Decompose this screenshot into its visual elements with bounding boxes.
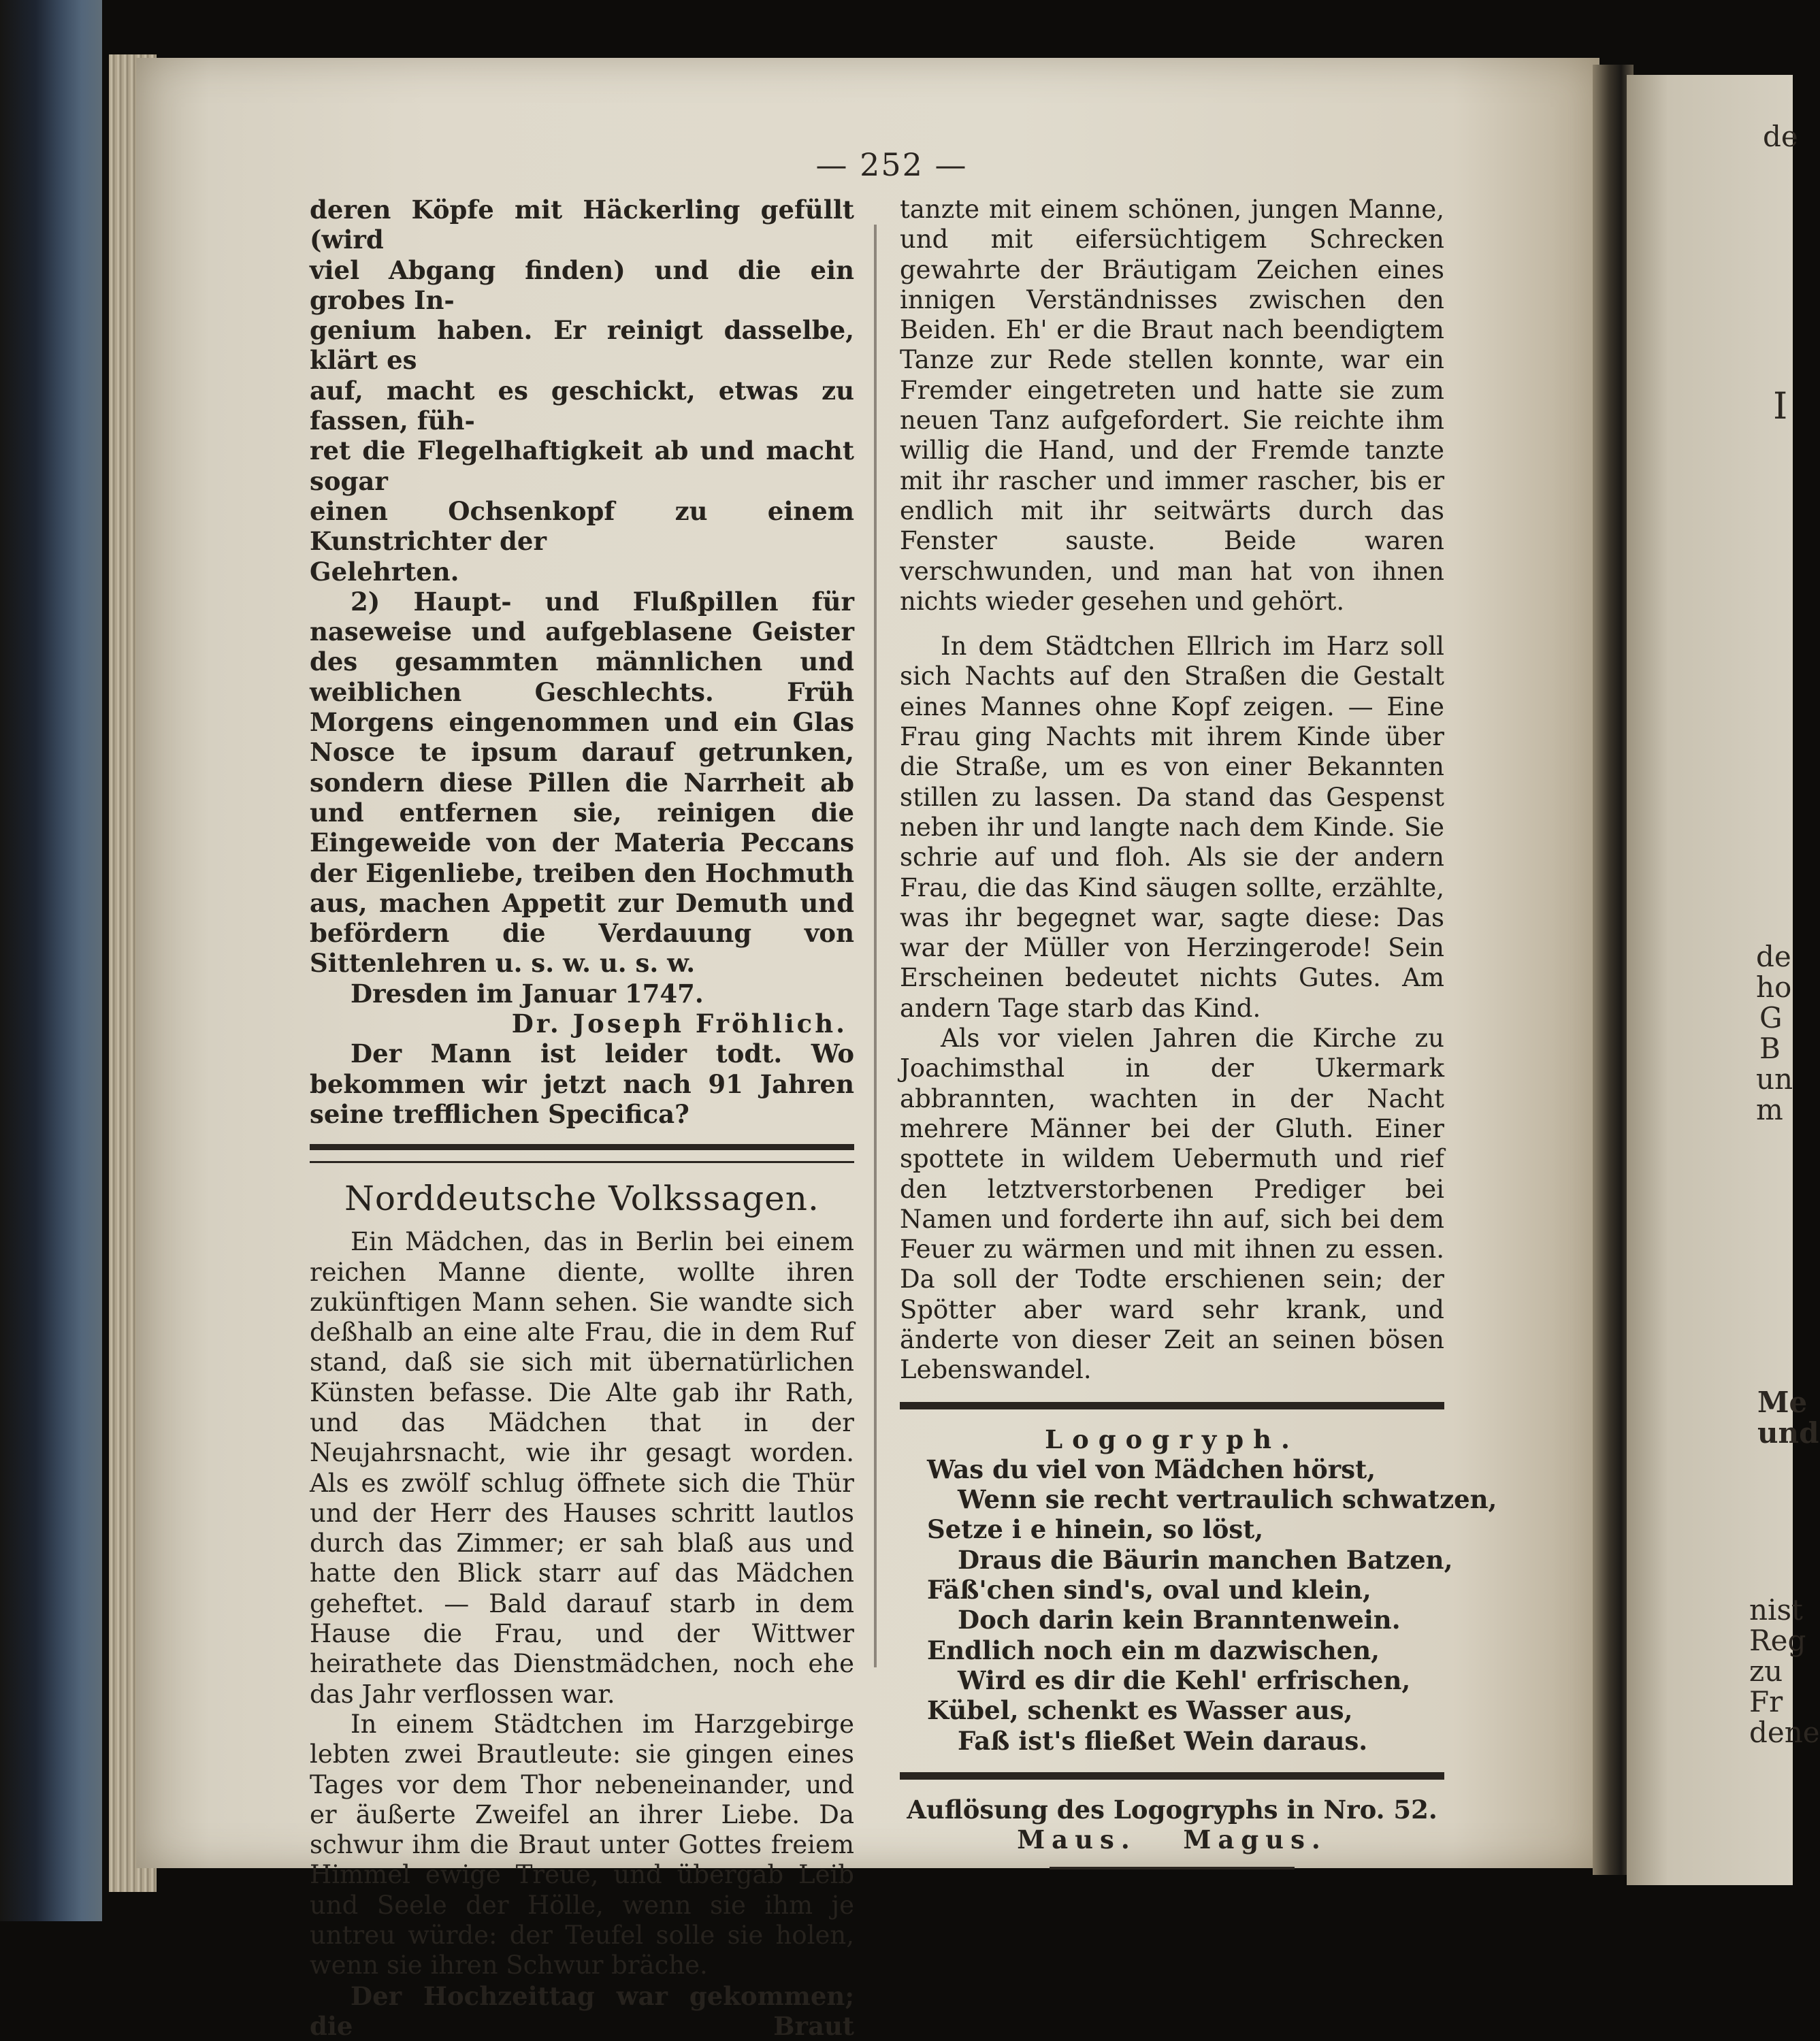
- dateline: Dresden im Januar 1747.: [351, 978, 704, 1009]
- facing-fragment: ho: [1756, 970, 1792, 1004]
- riddle-line: Draus die Bäurin manchen Batzen,: [958, 1544, 1453, 1575]
- facing-fragment: B: [1759, 1032, 1781, 1065]
- riddle-line: Wenn sie recht vertraulich schwatzen,: [958, 1484, 1497, 1515]
- riddle-line: Setze i e hinein, so löst,: [927, 1514, 1264, 1545]
- tale-2: In einem Städtchen im Harzgebirge lebten zwei Brautleute: sie gingen eines Tages vor dem Thor nebeneinander, und er äußerte Zweifel an ihrer Liebe. Da schwur ihm die Braut unter Gottes freiem Himmel ewige Treue, und übergab Leib und Seele der Hölle, wenn sie ihm je untreu würde: der Teufel solle sie holen, wenn sie ihren Schwur bräche.: [310, 1709, 854, 1980]
- section-rule: [310, 1144, 854, 1163]
- solution-line: Auflösung des Logogryphs in Nro. 52.: [907, 1794, 1437, 1825]
- riddle-line: Endlich noch ein m dazwischen,: [927, 1635, 1380, 1665]
- cont-line: genium haben. Er reinigt dasselbe, klärt es: [310, 315, 854, 376]
- cont-line: Gelehrten.: [310, 556, 459, 587]
- book-spine: [0, 0, 102, 1921]
- facing-fragment: dene: [1749, 1716, 1820, 1749]
- facing-fragment: I: [1773, 385, 1788, 427]
- facing-fragment: G: [1759, 1001, 1783, 1034]
- facing-fragment: de: [1763, 120, 1798, 153]
- facing-fragment: m: [1756, 1093, 1783, 1126]
- riddle-line: Was du viel von Mädchen hörst,: [927, 1454, 1376, 1484]
- riddle-line: Doch darin kein Branntenwein.: [958, 1605, 1401, 1635]
- facing-page: [1627, 75, 1820, 1885]
- facing-fragment: zu: [1749, 1654, 1783, 1688]
- page-number: — 252 —: [815, 146, 968, 183]
- left-column: [310, 195, 854, 2041]
- cont-line: ret die Flegelhaftigkeit ab und macht sogar: [310, 436, 854, 496]
- tale-4: Als vor vielen Jahren die Kirche zu Joachimsthal in der Ukermark abbrannten, wachten in der Nacht mehrere Männer bei der Gluth. Einer spottete in wildem Uebermuth und rief den letztverstorbenen Prediger bei Namen und forderte ihn auf, sich bei dem Feuer zu wärmen und mit ihnen zu essen. Da soll der Todte erschienen sein; der Spötter aber ward sehr krank, und änderte von dieser Zeit an seinen bösen Lebenswandel.: [900, 1024, 1444, 1385]
- facing-fragment: und: [1757, 1416, 1819, 1450]
- riddle-line: Kübel, schenkt es Wasser aus,: [927, 1695, 1353, 1726]
- solution-rule: [900, 1772, 1444, 1780]
- riddle-line: Wird es dir die Kehl' erfrischen,: [958, 1665, 1411, 1695]
- end-rule: [1050, 1867, 1295, 1869]
- column-divider: [874, 225, 877, 1667]
- cont-line: viel Abgang finden) und die ein grobes In-: [310, 255, 854, 315]
- cont-line: einen Ochsenkopf zu einem Kunstrichter der: [310, 495, 854, 557]
- facing-fragment: un: [1756, 1062, 1793, 1096]
- facing-fragment: Fr: [1749, 1685, 1783, 1718]
- tale-1: Ein Mädchen, das in Berlin bei einem reichen Manne diente, wollte ihren zukünftigen Mann sehen. Sie wandte sich deßhalb an eine alte Frau, die in dem Ruf stand, daß sie sich mit übernatürlichen Künsten befasse. Die Alte gab ihr Rath, und das Mädchen that in der Neujahrsnacht, wie ihr gesagt worden. Als es zwölf schlug öffnete sich die Thür und der Herr des Hauses schritt lautlos durch das Zimmer; er sah blaß aus und hatte den Blick starr auf das Mädchen geheftet. — Bald darauf starb in dem Hause die Frau, und der Wittwer heirathete das Dienstmädchen, noch ehe das Jahr verflossen war.: [310, 1227, 854, 1709]
- section-heading: Norddeutsche Volkssagen.: [344, 1179, 819, 1219]
- riddle-rule: [900, 1402, 1444, 1409]
- riddle-line: Faß ist's fließet Wein daraus.: [958, 1725, 1368, 1756]
- cont-line: deren Köpfe mit Häckerling gefüllt (wird: [310, 195, 854, 255]
- right-column: [900, 195, 1497, 1869]
- cont-line: auf, macht es geschickt, etwas zu fassen, füh-: [310, 375, 854, 436]
- tale-2-continued: tanzte mit einem schönen, jungen Manne, und mit eifersüchtigem Schrecken gewahrte der Bräutigam Zeichen eines innigen Verständnisses zwischen den Beiden. Eh' er die Braut nach beendigtem Tanze zur Rede stellen konnte, war ein Fremder eingetreten und hatte sie zum neuen Tanz aufgefordert. Sie reichte ihm willig die Hand, und der Fremde tanzte mit ihr rascher und immer rascher, bis er endlich mit ihr seitwärts durch das Fenster sauste. Beide waren verschwunden, und man hat von ihnen nichts wieder gesehen und gehört.: [900, 195, 1444, 616]
- editor-note: Der Mann ist leider todt. Wo bekommen wir jetzt nach 91 Jahren seine trefflichen Specifica?: [310, 1039, 854, 1129]
- signature: Dr. Joseph Fröhlich.: [511, 1009, 847, 1039]
- riddle-line: Fäß'chen sind's, oval und klein,: [927, 1575, 1371, 1605]
- tale-3: In dem Städtchen Ellrich im Harz soll sich Nachts auf den Straßen die Gestalt eines Mannes ohne Kopf zeigen. — Eine Frau ging Nachts mit ihrem Kinde über die Straße, um es von einer Bekannten stillen zu lassen. Da stand das Gespenst neben ihr und langte nach dem Kinde. Sie schrie auf und floh. Als sie der andern Frau, die das Kind säugen sollte, erzählte, was ihr begegnet war, sagte diese: Das war der Müller von Herzingerode! Sein Erscheinen bedeutet nichts Gutes. Am andern Tage starb das Kind.: [900, 632, 1444, 1023]
- facing-fragment: Reg: [1749, 1624, 1806, 1657]
- facing-fragment: nist: [1749, 1593, 1803, 1627]
- facing-fragment: de: [1756, 940, 1791, 973]
- tale-2-last-line: Der Hochzeittag war gekommen; die Braut: [310, 1980, 854, 2041]
- riddle-title: Logogryph.: [1045, 1424, 1299, 1454]
- facing-fragment: Me: [1757, 1386, 1808, 1419]
- recipe-item-2: 2) Haupt- und Flußpillen für naseweise und aufgeblasene Geister des gesammten männlichen und weiblichen Geschlechts. Früh Morgens eingenommen und ein Glas Nosce te ipsum darauf getrunken, sondern diese Pillen die Narrheit ab und entfernen sie, reinigen die Eingeweide von der Materia Peccans der Eigenliebe, treiben den Hochmuth aus, machen Appetit zur Demuth und befördern die Verdauung von Sittenlehren u. s. w. u. s. w.: [310, 586, 854, 979]
- solution-answer: Maus. Magus.: [1017, 1825, 1327, 1855]
